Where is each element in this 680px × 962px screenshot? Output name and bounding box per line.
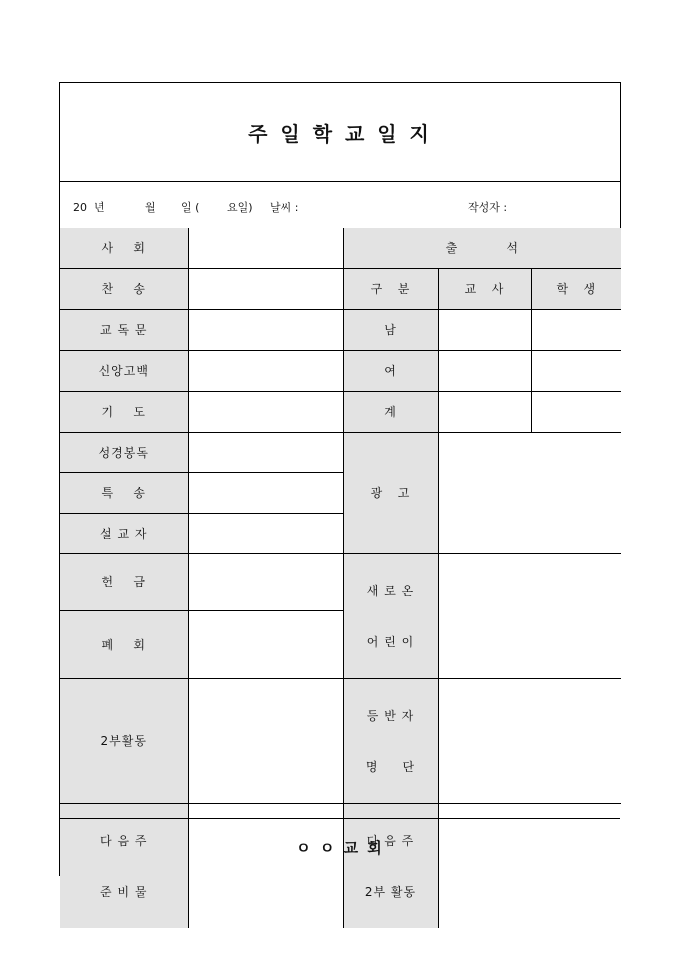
writer-field[interactable]: 작성자 : bbox=[468, 201, 508, 214]
form-title: 주 일 학 교 일 지 bbox=[248, 121, 432, 146]
table-row bbox=[60, 678, 621, 803]
ranking-label-line1: 등 반 자 bbox=[366, 708, 415, 723]
attendance-male-label: 남 bbox=[343, 309, 438, 350]
next-week-supplies-line1: 다 음 주 bbox=[100, 833, 148, 848]
responsive-reading-value[interactable] bbox=[188, 309, 343, 350]
closing-label: 폐 회 bbox=[60, 611, 188, 678]
offering-value[interactable] bbox=[188, 553, 343, 611]
total-teacher-count[interactable] bbox=[438, 391, 531, 432]
creed-value[interactable] bbox=[188, 350, 343, 391]
date-line bbox=[60, 181, 620, 228]
announcement-value[interactable] bbox=[438, 432, 621, 553]
next-week-supplies-line2: 준 비 물 bbox=[100, 884, 148, 899]
ranking-label-line2: 명 단 bbox=[365, 759, 416, 774]
table-row bbox=[60, 432, 621, 472]
creed-label: 신앙고백 bbox=[60, 350, 188, 391]
hymn-label: 찬 송 bbox=[60, 268, 188, 309]
ranking-value[interactable] bbox=[438, 678, 621, 803]
greeting-value[interactable] bbox=[188, 228, 343, 268]
male-student-count[interactable] bbox=[531, 309, 621, 350]
male-teacher-count[interactable] bbox=[438, 309, 531, 350]
sunday-school-journal-form bbox=[59, 82, 621, 899]
month-field[interactable]: 월 bbox=[145, 201, 156, 214]
new-children-label-line2: 어 린 이 bbox=[366, 634, 415, 649]
day-field[interactable]: 일 ( bbox=[181, 201, 200, 214]
new-children-label-line1: 새 로 온 bbox=[366, 583, 415, 598]
prayer-value[interactable] bbox=[188, 391, 343, 432]
table-row bbox=[60, 228, 621, 268]
total-student-count[interactable] bbox=[531, 391, 621, 432]
second-part-value[interactable] bbox=[188, 678, 343, 803]
attendance-header: 출 석 bbox=[343, 228, 621, 268]
bible-reading-label: 성경봉독 bbox=[60, 432, 188, 472]
second-part-label: 2부활동 bbox=[60, 678, 188, 803]
attendance-total-label: 계 bbox=[343, 391, 438, 432]
next-week-activity-line1: 다 음 주 bbox=[366, 833, 415, 848]
announcement-label: 광 고 bbox=[343, 432, 438, 553]
greeting-label: 사 회 bbox=[60, 228, 188, 268]
table-row bbox=[60, 309, 621, 350]
female-student-count[interactable] bbox=[531, 350, 621, 391]
offering-label: 헌 금 bbox=[60, 553, 188, 611]
prayer-label: 기 도 bbox=[60, 391, 188, 432]
next-week-activity-line2: 2부 활동 bbox=[364, 884, 417, 899]
bible-reading-value[interactable] bbox=[188, 432, 343, 472]
new-children-value[interactable] bbox=[438, 553, 621, 678]
preacher-value[interactable] bbox=[188, 513, 343, 553]
church-name: ㅇ ㅇ 교 회 bbox=[60, 818, 620, 876]
new-children-label bbox=[343, 553, 438, 678]
special-song-label: 특 송 bbox=[60, 472, 188, 513]
preacher-label: 설 교 자 bbox=[60, 513, 188, 553]
special-song-value[interactable] bbox=[188, 472, 343, 513]
attendance-teacher-header: 교 사 bbox=[438, 268, 531, 309]
hymn-value[interactable] bbox=[188, 268, 343, 309]
responsive-reading-label: 교 독 문 bbox=[60, 309, 188, 350]
table-row bbox=[60, 553, 621, 611]
weekday-field[interactable]: 요일) bbox=[227, 201, 253, 214]
table-row bbox=[60, 268, 621, 309]
year-field[interactable]: 20 년 bbox=[73, 201, 105, 214]
weather-field[interactable]: 날씨 : bbox=[270, 201, 299, 214]
attendance-student-header: 학 생 bbox=[531, 268, 621, 309]
closing-value[interactable] bbox=[188, 611, 343, 678]
female-teacher-count[interactable] bbox=[438, 350, 531, 391]
table-row bbox=[60, 350, 621, 391]
ranking-label bbox=[343, 678, 438, 803]
table-row bbox=[60, 391, 621, 432]
attendance-category-header: 구 분 bbox=[343, 268, 438, 309]
attendance-female-label: 여 bbox=[343, 350, 438, 391]
